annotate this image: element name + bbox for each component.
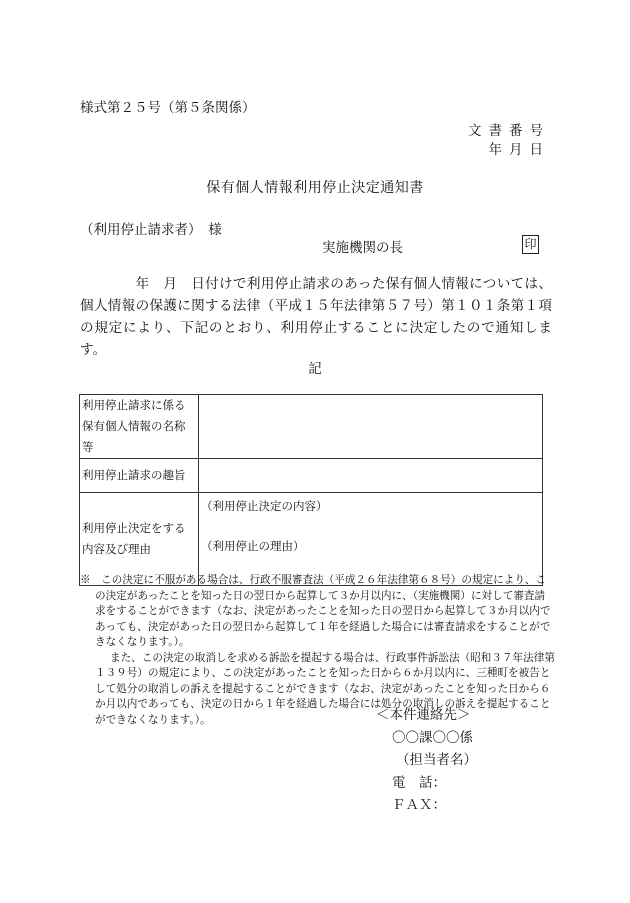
date-label: 年月日 [488,142,550,158]
form-number: 様式第２５号（第５条関係） [80,100,256,116]
sender-line: 実施機関の長 [322,240,403,256]
contact-heading: ＜本件連絡先＞ [376,707,471,723]
note-appeal: ※ この決定に不服がある場合は、行政不服審査法（平成２６年法律第６８号）の規定により、この決定があったことを知った日の翌日から起算して３か月以内に、（実施機関）に対して審査請求をすることができます（なお、決定があったことを知った日の翌日から起算して３か月以内であっても、決定があった日の翌日から起算して１年を経過した場合には審査請求をすることができなくなります。）。 [80,574,551,648]
table-row [80,395,543,459]
contact-block [376,704,477,817]
recipient-line: （利用停止請求者） 様 [80,222,222,238]
row-value-purpose [199,459,543,493]
table-row [80,493,543,586]
row-label-decision: 利用停止決定をする内容及び理由 [80,493,199,586]
contact-phone: 電 話： [392,774,446,791]
document-title: 保有個人情報利用停止決定通知書 [206,180,424,196]
ki-heading: 記 [308,361,322,377]
details-table [79,394,543,586]
seal-mark: 印 [522,235,539,254]
notes-section [80,573,555,728]
row-value-decision [199,493,543,586]
note-lawsuit: また、この決定の取消しを求める訴訟を提起する場合は、行政事件訴訟法（昭和３７年法律第１３９号）の規定により、この決定があったことを知った日から６か月以内に、三種町を被告として処分の取消しの訴えを提起することができます（なお、決定があったことを知った日から６か月以内であっても、決定の日から１年を経過した場合には処分の取消しの訴えを提起することができなくなります。）。 [95,651,555,726]
row-label-purpose: 利用停止請求の趣旨 [80,459,199,493]
row-label-info-name: 利用停止請求に係る保有個人情報の名称等 [80,395,199,459]
contact-fax: ＦＡＸ： [392,797,446,813]
table-row [80,459,543,493]
document-number-label: 文書番号 [468,123,550,139]
body-paragraph: 年 月 日付けで利用停止請求のあった保有個人情報については、個人情報の保護に関する法律（平成１５年法律第５７号）第１０１条第１項の規定により、下記のとおり、利用停止することに決定したので通知します。 [80,276,552,358]
decision-reason-label: （利用停止の理由） [201,539,305,553]
row-value-info-name [199,395,543,459]
contact-person: （担当者名） [396,752,477,768]
contact-section: 〇〇課〇〇係 [392,729,473,746]
decision-content-label: （利用停止決定の内容） [201,499,328,513]
